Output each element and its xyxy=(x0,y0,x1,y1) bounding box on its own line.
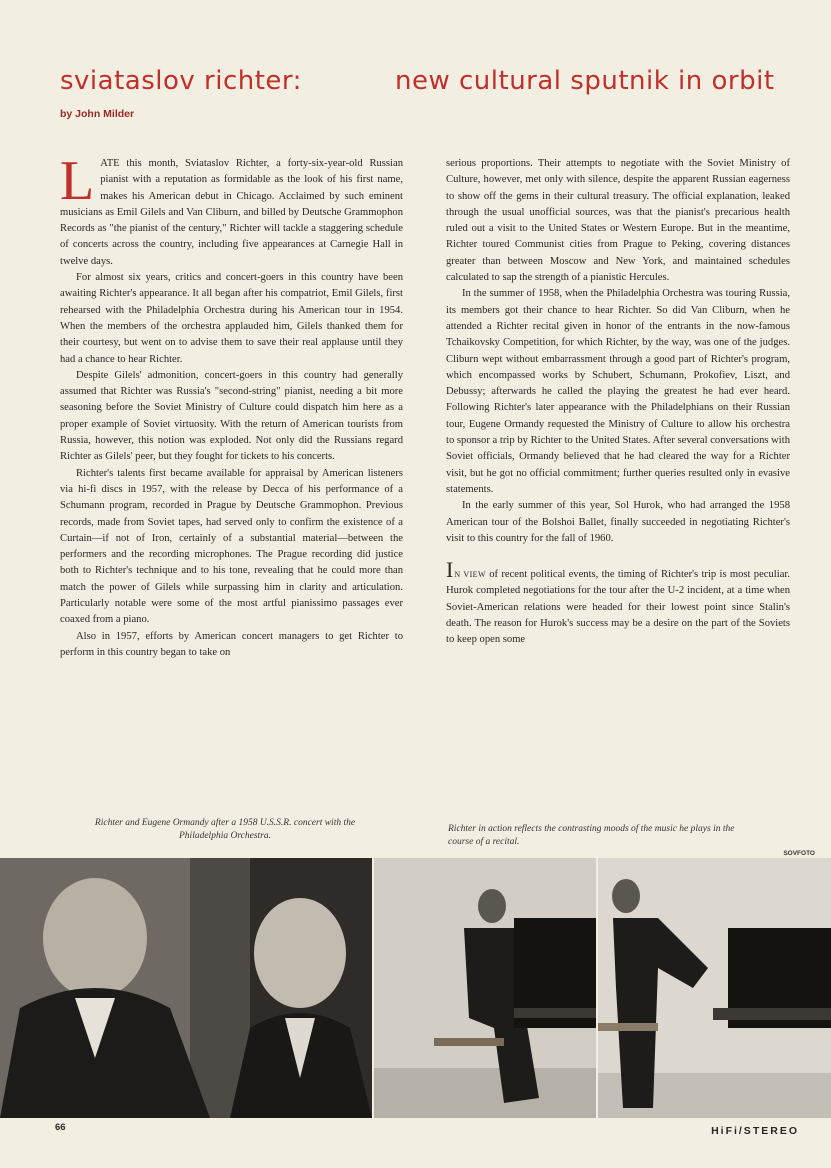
photo-richter-ormandy xyxy=(0,858,372,1118)
magazine-name: HiFi/STEREO xyxy=(711,1125,799,1137)
caption-right: Richter in action reflects the contrasting moods of the music he plays in the course of a recital. xyxy=(448,824,735,847)
drop-cap: L xyxy=(60,150,95,212)
column-left xyxy=(60,150,403,661)
paragraph: In the summer of 1958, when the Philadelphia Orchestra was touring Russia, its members got their chance to hear Richter. So did Van Cliburn, when he attended a Richter recital given in honor of the entrants in the now-famous Tchaikovsky Competition, for which Richter, by the way, was one of the judges. Cliburn wept without embarrassment through a good part of Richter's program, which encompassed works by Schubert, Schumann, Prokofiev, Liszt, and Debussy; afterwards he called the playing the greatest he had ever heard. Following Richter's later appearance with the Philadelphians on their Russian tour, Eugene Ormandy requested the Ministry of Culture to allow his orchestra to sponsor a trip by Richter to the United States. After several conversations with Soviet officials, Ormandy believed that he had cleared the way for a Richter visit, but he got no official commitment; further queries resulted only in evasive statements. xyxy=(446,288,790,495)
photo-richter-playing-2 xyxy=(598,858,831,1118)
paragraph: For almost six years, critics and concert-goers in this country have been awaiting Richter's appearance. It all began after his compatriot, Emil Gilels, first rehearsed with the Philadelphia Orchestra during his American tour in 1954. When the members of the orchestra applauded him, Gilels thanked them for their courtesy, but went on to advise them to save their real applause until they had a chance to hear Richter. xyxy=(60,272,403,365)
paragraph: LATE this month, Sviataslov Richter, a forty-six-year-old Russian pianist with a reputation as formidable as the look of his first name, makes his American debut in Chicago. Acclaimed by such eminent musicians as Emil Gilels and Van Cliburn, and billed by Deutsche Grammophon Records as "the pianist of the century," Richter will tackle a staggering schedule of concerts across the country, including five appearances at Carnegie Hall in twelve days. xyxy=(60,150,403,267)
paragraph: Richter's talents first became available for appraisal by American listeners via hi-fi discs in 1957, with the release by Decca of his performance of a Schumann program, recorded in Prague by Deutsche Grammophon. Previous records, made from Soviet tapes, had served only to confirm the existence of a Curtain—if not of Iron, certainly of a substantial material—between the performers and the recording microphones. The Prague recording did justice both to Richter's technique and to his tone, revealing that he could more than match the power of Gilels while surpassing him in clarity and articulation. Particularly notable were some of the most artful pianissimo passages ever coaxed from a piano. xyxy=(60,467,403,626)
paragraph: In the early summer of this year, Sol Hurok, who had arranged the 1958 American tour of the Bolshoi Ballet, finally succeeded in negotiating Richter's visit to this country for the fall of 1960. xyxy=(446,500,790,544)
paragraph: Also in 1957, efforts by American concert managers to get Richter to perform in this country began to take on xyxy=(60,630,403,658)
photo-credit: SOVFOTO xyxy=(783,850,815,857)
headline-subtitle: new cultural sputnik in orbit xyxy=(395,66,775,96)
paragraph: serious proportions. Their attempts to negotiate with the Soviet Ministry of Culture, however, met only with silence, despite the apparent Russian eagerness to show off the gems in their cultural treasury. The official explanation, leaked through the usual unofficial sources, was that the pianist's precarious health ruled out a visit to the United States or Western Europe. But in the meantime, Richter toured Communist cities from Prague to Peking, covering distances greater than between Moscow and New York, and maintained schedules calculated to sap the strength of a pianistic Hercules. xyxy=(446,158,790,284)
column-right xyxy=(446,156,790,649)
byline: by John Milder xyxy=(60,108,135,120)
headline xyxy=(60,66,800,106)
section-initial: I xyxy=(446,557,454,583)
photo-illustration xyxy=(0,858,372,1118)
photo-illustration xyxy=(598,858,831,1118)
paragraph: IN VIEW of recent political events, the timing of Richter's trip is most peculiar. Hurok completed negotiations for the tour after the U-2 incident, at a time when Soviet-American relations were headed for their lowest point since Stalin's death. The reason for Hurok's success may be a desire on the part of the Soviets to keep open some xyxy=(446,557,790,646)
photo-illustration xyxy=(374,858,596,1118)
headline-name: sviataslov richter: xyxy=(60,66,302,96)
paragraph: Despite Gilels' admonition, concert-goers in this country had generally assumed that Richter was Russia's "second-string" pianist, needing a bit more seasoning before the Soviet Ministry of Culture could dispatch him here as a proper example of Soviet virtuosity. With the return of American tourists from Russia, however, this notion was exploded. Not only did the Russians regard Richter as Gilels' peer, but they fought for tickets to his concerts. xyxy=(60,369,403,463)
page-number: 66 xyxy=(55,1122,66,1133)
photo-richter-playing-1 xyxy=(374,858,596,1118)
caption-left: Richter and Eugene Ormandy after a 1958 U.S.S.R. concert with the Philadelphia Orchestra. xyxy=(94,818,356,841)
